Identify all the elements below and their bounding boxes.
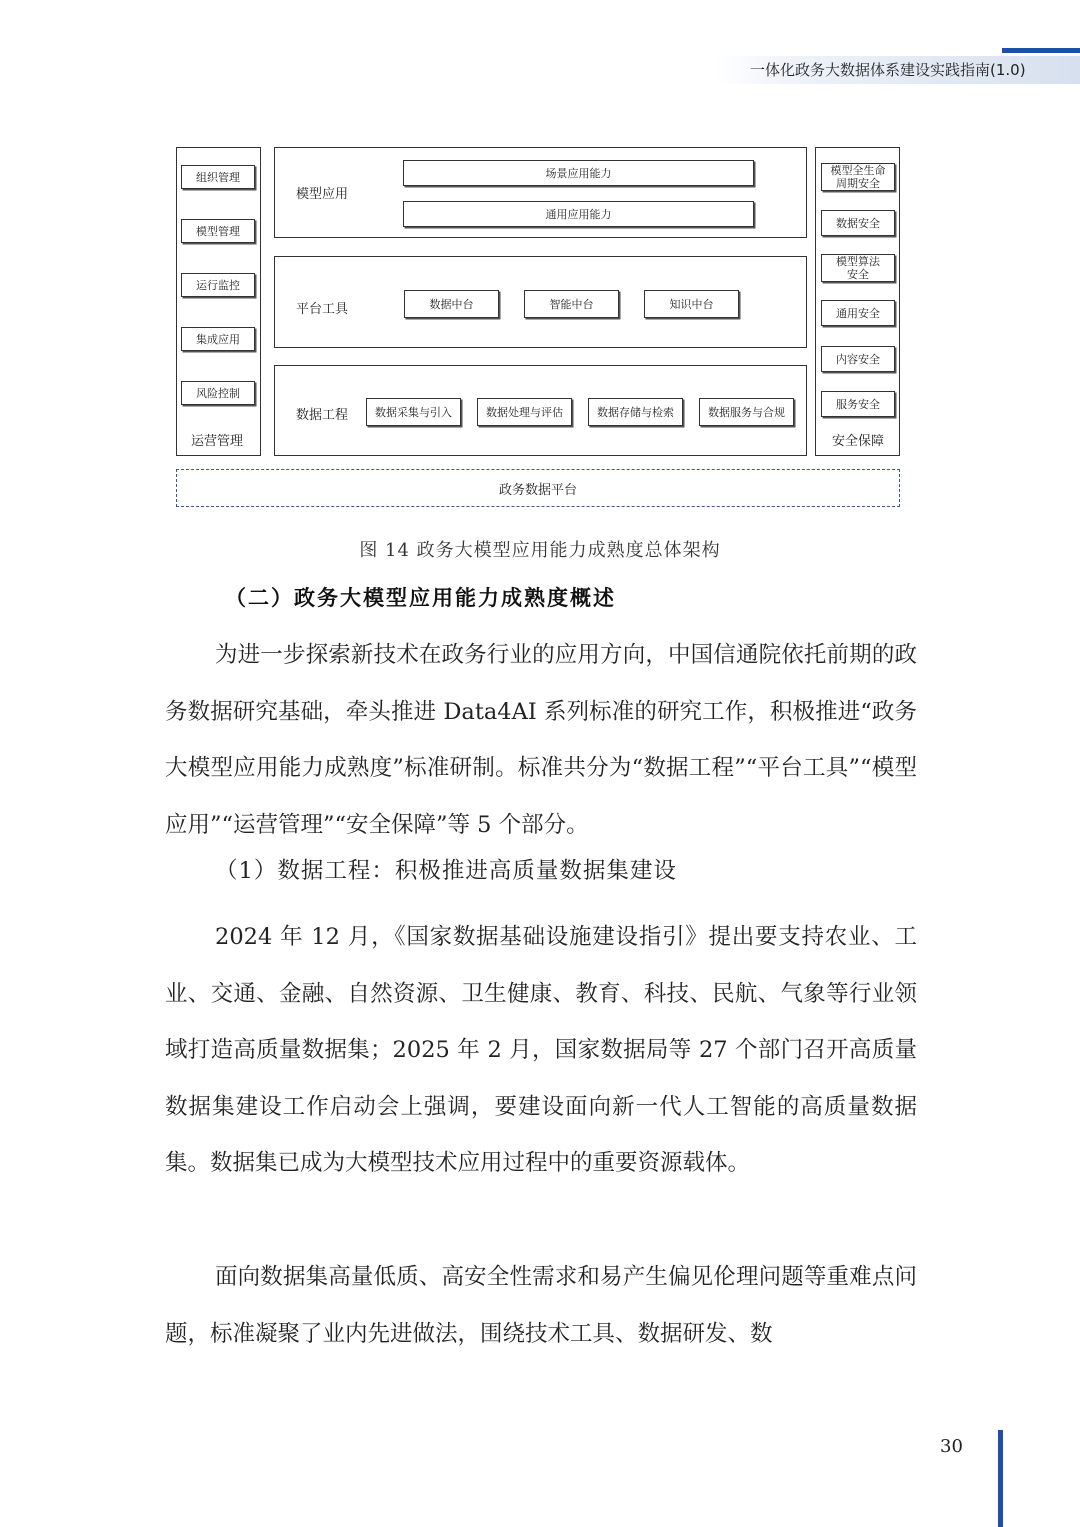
model-application-label: 模型应用 <box>296 187 349 202</box>
paragraph-3: 面向数据集高量低质、高安全性需求和易产生偏见伦理问题等重难点问题，标准凝聚了业内先进做法，围绕技术工具、数据研发、数 <box>165 1264 917 1347</box>
section-heading: （二）政务大模型应用能力成熟度概述 <box>225 585 616 610</box>
paragraph-1: 为进一步探索新技术在政务行业的应用方向，中国信通院依托前期的政务数据研究基础，牵头推进 Data4AI 系列标准的研究工作，积极推进“政务大模型应用能力成熟度”标准研制。标准共分为“数据工程”“平台工具”“模型应用”“运营管理”“安全保障”等 5 个部分。 <box>165 642 917 838</box>
right-item-5: 内容安全 <box>821 346 895 372</box>
figure-caption: 图 14 政务大模型应用能力成熟度总体架构 <box>359 540 721 561</box>
data-storage-retrieval: 数据存储与检索 <box>588 398 683 426</box>
knowledge-middle-platform: 知识中台 <box>644 290 739 318</box>
data-processing-evaluation: 数据处理与评估 <box>477 398 572 426</box>
right-item-3: 模型算法安全 <box>821 254 895 282</box>
security-assurance-title: 安全保障 <box>832 434 885 449</box>
right-item-6: 服务安全 <box>821 391 895 417</box>
document-title: 一体化政务大数据体系建设实践指南(1.0) <box>750 61 1026 79</box>
operations-management-column <box>176 147 261 456</box>
general-app-capability: 通用应用能力 <box>403 201 754 227</box>
left-item-1: 组织管理 <box>181 165 255 189</box>
data-service-compliance: 数据服务与合规 <box>699 398 794 426</box>
left-item-3: 运行监控 <box>181 273 255 297</box>
government-data-platform: 政务数据平台 <box>176 469 900 507</box>
paragraph-2: 2024 年 12 月，《国家数据基础设施建设指引》提出要支持农业、工业、交通、金融、自然资源、卫生健康、教育、科技、民航、气象等行业领域打造高质量数据集；2025 年 2 月，国家数据局等 27 个部门召开高质量数据集建设工作启动会上强调，要建设面向新一代人工智能的高质量数据集。数据集已成为大模型技术应用过程中的重要资源载体。 <box>165 924 917 1176</box>
right-item-4: 通用安全 <box>821 300 895 326</box>
left-item-5: 风险控制 <box>181 381 255 405</box>
left-item-4: 集成应用 <box>181 327 255 351</box>
intelligent-middle-platform: 智能中台 <box>524 290 619 318</box>
left-item-2: 模型管理 <box>181 219 255 243</box>
page-number: 30 <box>940 1436 963 1457</box>
data-middle-platform: 数据中台 <box>404 290 499 318</box>
page-accent-bar <box>998 1430 1003 1527</box>
header-accent-line <box>1002 48 1080 53</box>
operations-management-title: 运营管理 <box>191 434 244 449</box>
scene-app-capability: 场景应用能力 <box>403 160 754 186</box>
subsection-heading: （1）数据工程：积极推进高质量数据集建设 <box>215 858 677 884</box>
data-engineering-label: 数据工程 <box>296 408 349 423</box>
right-item-1: 模型全生命周期安全 <box>821 163 895 191</box>
right-item-2: 数据安全 <box>821 210 895 236</box>
platform-tools-label: 平台工具 <box>296 302 349 317</box>
data-collection-import: 数据采集与引入 <box>366 398 461 426</box>
